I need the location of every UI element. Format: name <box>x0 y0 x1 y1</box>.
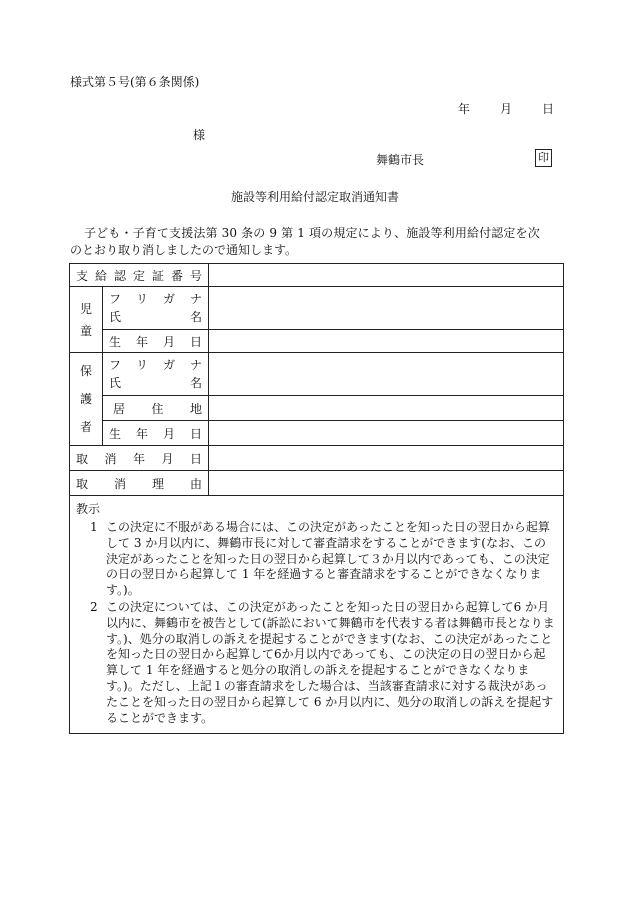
name-char: 名 <box>190 310 203 324</box>
label-char: 月 <box>163 334 176 349</box>
row-notes <box>70 496 564 734</box>
group-char: 者 <box>79 420 92 434</box>
group-char: 護 <box>79 392 92 406</box>
furigana-char: ナ <box>190 292 203 306</box>
label-char: 定 <box>133 268 146 283</box>
label-char: 証 <box>152 268 165 283</box>
date-line <box>458 100 554 117</box>
child-birthdate-value[interactable] <box>209 330 564 353</box>
cancel-reason-label <box>70 471 209 496</box>
furigana-char: ナ <box>190 358 203 372</box>
note-item-1 <box>76 520 557 599</box>
label-char: 月 <box>163 426 176 441</box>
furigana-char: フ <box>109 358 122 372</box>
cancel-reason-value[interactable] <box>209 471 564 496</box>
label-char: 月 <box>161 451 174 466</box>
label-char: 取 <box>76 476 89 491</box>
form-number: 様式第５号(第６条関係) <box>70 75 200 89</box>
label-char: 生 <box>109 334 122 349</box>
cancel-date-label <box>70 446 209 471</box>
row-child-birthdate <box>70 330 564 353</box>
row-guardian-birthdate <box>70 421 564 446</box>
furigana-char: ガ <box>163 358 176 372</box>
details-table <box>69 263 564 734</box>
child-group-label <box>70 287 103 353</box>
label-char: 理 <box>152 476 165 491</box>
date-month: 月 <box>500 102 513 116</box>
furigana-char: リ <box>136 358 149 372</box>
cert-number-value[interactable] <box>209 264 564 287</box>
row-guardian-address <box>70 396 564 421</box>
intro-line-2: のとおり取り消しましたので通知します。 <box>70 243 298 257</box>
label-char: 号 <box>190 268 203 283</box>
name-char: 名 <box>190 376 203 390</box>
guardian-address-label <box>103 396 209 421</box>
issuer-name: 舞鶴市長 <box>376 153 425 167</box>
label-char: 年 <box>136 426 149 441</box>
child-name-label <box>103 287 209 330</box>
note-item-2 <box>76 600 557 726</box>
guardian-birthdate-label <box>103 421 209 446</box>
label-char: 居 <box>113 401 126 416</box>
row-child-name <box>70 287 564 330</box>
row-guardian-name <box>70 353 564 396</box>
date-day: 日 <box>542 102 555 116</box>
cancel-date-value[interactable] <box>209 446 564 471</box>
page-title: 施設等利用給付認定取消通知書 <box>230 190 399 204</box>
label-char: 番 <box>171 268 184 283</box>
name-char: 氏 <box>109 376 122 390</box>
intro-paragraph <box>70 225 565 259</box>
label-char: 消 <box>114 476 127 491</box>
label-char: 年 <box>136 334 149 349</box>
label-char: 日 <box>190 426 203 441</box>
note-number: 1 <box>90 520 98 534</box>
label-char: 認 <box>114 268 127 283</box>
furigana-char: ガ <box>163 292 176 306</box>
date-year: 年 <box>458 102 471 116</box>
guardian-birthdate-value[interactable] <box>209 421 564 446</box>
intro-line-1: 子ども・子育て支援法第 30 条の 9 第 1 項の規定により、施設等利用給付認定を次 <box>84 226 540 240</box>
label-char: 取 <box>76 451 89 466</box>
notes-cell <box>70 496 564 734</box>
guardian-name-value[interactable] <box>209 353 564 396</box>
group-char: 保 <box>79 364 92 378</box>
label-char: 消 <box>104 451 117 466</box>
note-number: 2 <box>90 599 98 614</box>
child-name-value[interactable] <box>209 287 564 330</box>
label-char: 給 <box>95 268 108 283</box>
label-char: 生 <box>109 426 122 441</box>
note-text: この決定に不服がある場合には、この決定があったことを知った日の翌日から起算して 3 か月以内に、舞鶴市長に対して審査請求をすることができます(なお、この決定があったことを知った日の翌日から起算して３か月以内であっても、この決定の日の翌日から起算して 1 年を経過すると審査請求をすることができなくなります。)。 <box>106 520 550 598</box>
row-cancel-reason <box>70 471 564 496</box>
notes-heading: 教示 <box>76 502 101 516</box>
group-char: 童 <box>79 323 92 338</box>
label-char: 住 <box>151 401 164 416</box>
furigana-char: リ <box>136 292 149 306</box>
row-cancel-date <box>70 446 564 471</box>
guardian-name-label <box>103 353 209 396</box>
name-char: 氏 <box>109 310 122 324</box>
addressee-suffix: 様 <box>193 128 206 142</box>
group-char: 児 <box>79 301 92 316</box>
note-text: この決定については、この決定があったことを知った日の翌日から起算して6 か月以内に、舞鶴市を被告として(訴訟において舞鶴市を代表する者は舞鶴市長となります。)、処分の取消しの訴えを提起することができます(なお、この決定があったことを知った日の翌日から起算して6か月以内であっても、この決定の日の翌日から起算して 1 年を経過すると処分の取消しの訴えを提起することができなくなります。)。ただし、上記１の審査請求をした場合は、当該審査請求に対する裁決があったことを知った日の翌日から起算して 6 か月以内に、処分の取消しの訴えを提起することができます。 <box>106 599 555 725</box>
guardian-group-label <box>70 353 103 446</box>
label-char: 日 <box>190 451 203 466</box>
label-char: 由 <box>190 476 203 491</box>
label-char: 年 <box>133 451 146 466</box>
cert-number-label <box>70 264 209 287</box>
guardian-address-value[interactable] <box>209 396 564 421</box>
seal-box: 印 <box>535 149 552 167</box>
row-cert-number <box>70 264 564 287</box>
label-char: 日 <box>190 334 203 349</box>
label-char: 地 <box>190 401 203 416</box>
child-birthdate-label <box>103 330 209 353</box>
furigana-char: フ <box>109 292 122 306</box>
label-char: 支 <box>76 268 89 283</box>
